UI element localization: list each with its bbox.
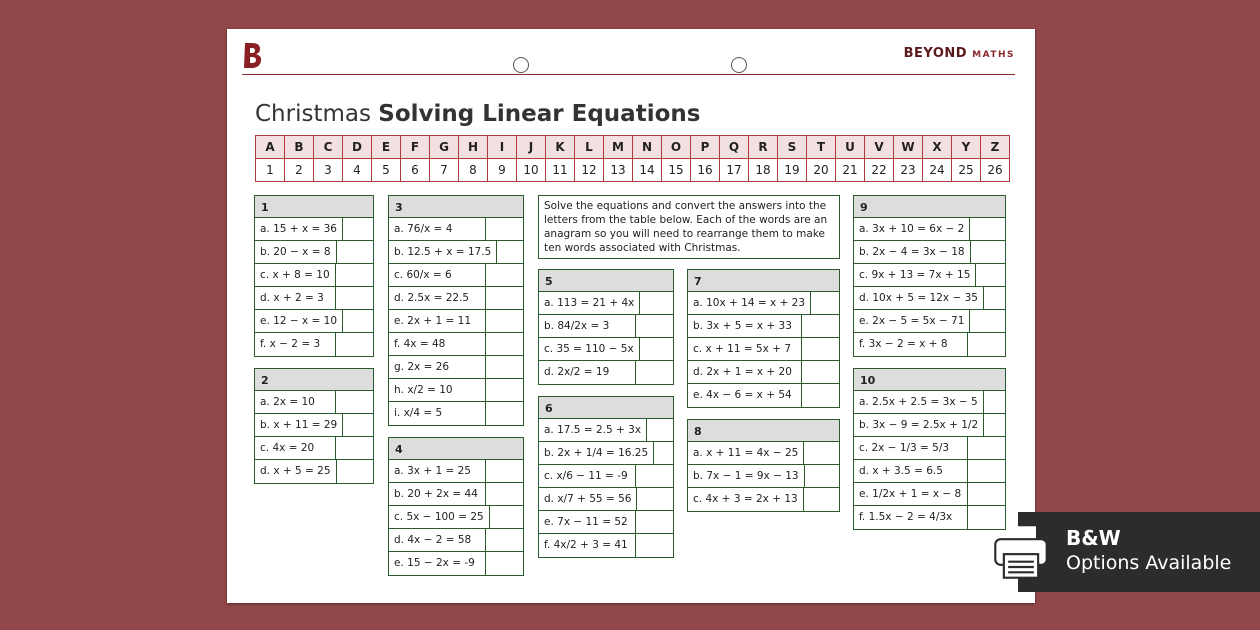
punch-hole (513, 57, 529, 73)
cipher-letter: L (575, 136, 604, 159)
equation-text: e. 2x + 1 = 11 (389, 310, 486, 332)
cipher-number: 13 (604, 159, 633, 182)
equation-text: a. 2x = 10 (255, 391, 336, 413)
question-block-title: 1 (255, 196, 373, 218)
equation-row (389, 356, 523, 379)
equation-text: d. 10x + 5 = 12x − 35 (854, 287, 984, 309)
answer-box[interactable] (486, 218, 523, 240)
equation-row (688, 384, 839, 407)
cipher-number: 14 (633, 159, 662, 182)
equation-row (255, 460, 373, 483)
answer-box[interactable] (336, 391, 373, 413)
cipher-letter: N (633, 136, 662, 159)
equation-row (255, 241, 373, 264)
equation-text: d. 2.5x = 22.5 (389, 287, 486, 309)
equation-row (688, 361, 839, 384)
cipher-number: 5 (372, 159, 401, 182)
equation-text: e. 4x − 6 = x + 54 (688, 384, 802, 407)
equation-text: e. 1/2x + 1 = x − 8 (854, 483, 968, 505)
equation-text: d. x + 2 = 3 (255, 287, 336, 309)
cipher-number: 17 (720, 159, 749, 182)
answer-box[interactable] (654, 442, 673, 464)
cipher-number: 9 (488, 159, 517, 182)
brand-name: BEYOND MATHS (903, 46, 1015, 61)
equation-text: d. 4x − 2 = 58 (389, 529, 486, 551)
cipher-number: 12 (575, 159, 604, 182)
equation-row (389, 379, 523, 402)
equation-row (539, 488, 673, 511)
cipher-number: 26 (981, 159, 1010, 182)
equation-row (854, 264, 1005, 287)
cipher-number: 18 (749, 159, 778, 182)
cipher-letter: G (430, 136, 459, 159)
equation-text: b. 3x + 5 = x + 33 (688, 315, 802, 337)
equation-text: c. 2x − 1/3 = 5/3 (854, 437, 968, 459)
question-block-title: 8 (688, 420, 839, 442)
answer-box[interactable] (804, 442, 839, 464)
answer-box[interactable] (968, 333, 1005, 356)
equation-text: b. 2x − 4 = 3x − 18 (854, 241, 971, 263)
answer-box[interactable] (486, 483, 523, 505)
question-block-title: 10 (854, 369, 1005, 391)
cipher-letter: V (865, 136, 894, 159)
answer-box[interactable] (637, 488, 673, 510)
cipher-letter: I (488, 136, 517, 159)
answer-box[interactable] (640, 292, 673, 314)
answer-box[interactable] (486, 333, 523, 355)
answer-box[interactable] (636, 465, 673, 487)
answer-box[interactable] (984, 391, 1005, 413)
equation-text: b. 7x − 1 = 9x − 13 (688, 465, 805, 487)
equation-text: e. 12 − x = 10 (255, 310, 343, 332)
equation-text: a. 17.5 = 2.5 + 3x (539, 419, 647, 441)
equation-text: b. 84/2x = 3 (539, 315, 636, 337)
question-block-title: 6 (539, 397, 673, 419)
equation-row (389, 310, 523, 333)
answer-box[interactable] (805, 465, 839, 487)
cipher-letter: D (343, 136, 372, 159)
equation-row (539, 361, 673, 384)
equation-row (688, 488, 839, 511)
equation-row (389, 287, 523, 310)
cipher-letter: E (372, 136, 401, 159)
equation-row (255, 333, 373, 356)
equation-text: f. 4x = 48 (389, 333, 486, 355)
equation-text: d. 2x/2 = 19 (539, 361, 636, 384)
answer-box[interactable] (984, 414, 1005, 436)
cipher-number: 20 (807, 159, 836, 182)
equation-row (389, 218, 523, 241)
equation-text: f. 4x/2 + 3 = 41 (539, 534, 636, 557)
equation-text: a. 15 + x = 36 (255, 218, 343, 240)
cipher-letter: R (749, 136, 778, 159)
answer-box[interactable] (636, 361, 673, 384)
equation-text: c. 4x = 20 (255, 437, 336, 459)
equation-row (539, 442, 673, 465)
cipher-letter: Y (952, 136, 981, 159)
cipher-number: 25 (952, 159, 981, 182)
question-block-title: 9 (854, 196, 1005, 218)
cipher-number: 1 (256, 159, 285, 182)
cipher-number: 8 (459, 159, 488, 182)
answer-box[interactable] (343, 218, 373, 240)
equation-text: e. 2x − 5 = 5x − 71 (854, 310, 970, 332)
equation-row (389, 460, 523, 483)
equation-row (854, 506, 1005, 529)
equation-text: d. x + 3.5 = 6.5 (854, 460, 968, 482)
equation-row (255, 287, 373, 310)
answer-box[interactable] (968, 437, 1005, 459)
equation-text: a. 76/x = 4 (389, 218, 486, 240)
equation-row (854, 310, 1005, 333)
cipher-number: 3 (314, 159, 343, 182)
equation-row (539, 465, 673, 488)
answer-box[interactable] (497, 241, 523, 263)
cipher-number: 10 (517, 159, 546, 182)
badge-subtitle: Options Available (1066, 552, 1232, 574)
equation-row (389, 529, 523, 552)
equation-row (255, 264, 373, 287)
punch-hole (731, 57, 747, 73)
cipher-letter: Z (981, 136, 1010, 159)
equation-text: a. 3x + 1 = 25 (389, 460, 486, 482)
equation-row (255, 437, 373, 460)
cipher-letter: M (604, 136, 633, 159)
question-block-4 (388, 437, 524, 576)
cipher-letter: C (314, 136, 343, 159)
answer-box[interactable] (486, 264, 523, 286)
question-block-8 (687, 419, 840, 512)
answer-box[interactable] (802, 384, 839, 407)
equation-row (854, 414, 1005, 437)
answer-box[interactable] (486, 460, 523, 482)
answer-box[interactable] (971, 241, 1005, 263)
equation-row (854, 483, 1005, 506)
question-block-title: 5 (539, 270, 673, 292)
answer-box[interactable] (486, 379, 523, 401)
equation-row (854, 437, 1005, 460)
question-block-1 (254, 195, 374, 357)
cipher-number: 11 (546, 159, 575, 182)
equation-text: b. 20 − x = 8 (255, 241, 337, 263)
equation-text: c. 4x + 3 = 2x + 13 (688, 488, 804, 511)
cipher-number: 15 (662, 159, 691, 182)
instructions: Solve the equations and convert the answers into the letters from the table below. Each of the words are an anagram so you will need to rearrange them to make ten words associated with Christmas. (538, 195, 840, 259)
equation-row (539, 419, 673, 442)
equation-text: a. 2.5x + 2.5 = 3x − 5 (854, 391, 984, 413)
answer-box[interactable] (968, 460, 1005, 482)
answer-box[interactable] (811, 292, 839, 314)
answer-box[interactable] (968, 483, 1005, 505)
answer-box[interactable] (486, 552, 523, 575)
question-block-title: 2 (255, 369, 373, 391)
cipher-letter: J (517, 136, 546, 159)
answer-box[interactable] (647, 419, 673, 441)
cipher-number: 19 (778, 159, 807, 182)
answer-box[interactable] (640, 338, 673, 360)
cipher-letter: K (546, 136, 575, 159)
equation-text: a. 3x + 10 = 6x − 2 (854, 218, 970, 240)
equation-row (539, 315, 673, 338)
answer-box[interactable] (804, 488, 839, 511)
question-block-title: 3 (389, 196, 523, 218)
equation-text: b. x + 11 = 29 (255, 414, 343, 436)
equation-text: b. 2x + 1/4 = 16.25 (539, 442, 654, 464)
equation-text: b. 12.5 + x = 17.5 (389, 241, 497, 263)
equation-text: i. x/4 = 5 (389, 402, 486, 425)
beyond-logo-icon (242, 41, 264, 69)
question-block-10 (853, 368, 1006, 530)
equation-row (389, 241, 523, 264)
equation-text: a. 10x + 14 = x + 23 (688, 292, 811, 314)
equation-row (854, 287, 1005, 310)
equation-row (539, 511, 673, 534)
cipher-letter: F (401, 136, 430, 159)
answer-box[interactable] (636, 511, 673, 533)
question-block-title: 7 (688, 270, 839, 292)
answer-box[interactable] (336, 437, 373, 459)
answer-box[interactable] (636, 315, 673, 337)
equation-row (255, 414, 373, 437)
question-block-3 (388, 195, 524, 426)
equation-row (389, 483, 523, 506)
equation-text: g. 2x = 26 (389, 356, 486, 378)
cipher-number: 23 (894, 159, 923, 182)
bw-options-badge[interactable] (1018, 512, 1260, 592)
equation-text: b. 20 + 2x = 44 (389, 483, 486, 505)
page-title: Christmas Solving Linear Equations (255, 101, 701, 127)
equation-row (389, 264, 523, 287)
cipher-number: 2 (285, 159, 314, 182)
equation-row (389, 552, 523, 575)
worksheet (227, 29, 1035, 603)
cipher-letter: A (256, 136, 285, 159)
answer-box[interactable] (486, 529, 523, 551)
equation-text: c. x + 8 = 10 (255, 264, 336, 286)
equation-row (539, 292, 673, 315)
cipher-number: 21 (836, 159, 865, 182)
equation-text: a. 113 = 21 + 4x (539, 292, 640, 314)
answer-box[interactable] (802, 338, 839, 360)
cipher-letter: H (459, 136, 488, 159)
equation-row (854, 333, 1005, 356)
question-block-9 (853, 195, 1006, 357)
answer-box[interactable] (486, 287, 523, 309)
badge-title: B&W (1066, 526, 1121, 550)
answer-box[interactable] (970, 310, 1005, 332)
equation-text: d. x/7 + 55 = 56 (539, 488, 637, 510)
equation-row (255, 310, 373, 333)
cipher-letter: O (662, 136, 691, 159)
answer-box[interactable] (336, 264, 373, 286)
answer-box[interactable] (802, 315, 839, 337)
equation-text: c. 35 = 110 − 5x (539, 338, 640, 360)
equation-row (255, 218, 373, 241)
equation-row (688, 292, 839, 315)
equation-text: d. x + 5 = 25 (255, 460, 337, 483)
answer-box[interactable] (343, 414, 373, 436)
answer-box[interactable] (343, 310, 373, 332)
question-block-5 (538, 269, 674, 385)
answer-box[interactable] (486, 356, 523, 378)
cipher-number: 4 (343, 159, 372, 182)
answer-box[interactable] (490, 506, 523, 528)
question-block-6 (538, 396, 674, 558)
equation-row (688, 442, 839, 465)
equation-row (688, 465, 839, 488)
equation-row (389, 333, 523, 356)
cipher-number: 6 (401, 159, 430, 182)
equation-text: a. x + 11 = 4x − 25 (688, 442, 804, 464)
equation-text: f. 3x − 2 = x + 8 (854, 333, 968, 356)
equation-text: c. x + 11 = 5x + 7 (688, 338, 802, 360)
question-block-2 (254, 368, 374, 484)
cipher-letter: P (691, 136, 720, 159)
equation-text: f. x − 2 = 3 (255, 333, 336, 356)
answer-box[interactable] (636, 534, 673, 557)
equation-row (854, 391, 1005, 414)
answer-box[interactable] (976, 264, 1005, 286)
equation-text: d. 2x + 1 = x + 20 (688, 361, 802, 383)
equation-text: e. 7x − 11 = 52 (539, 511, 636, 533)
answer-box[interactable] (337, 241, 373, 263)
cipher-number: 7 (430, 159, 459, 182)
header-rule (242, 74, 1015, 75)
equation-text: c. 5x − 100 = 25 (389, 506, 490, 528)
answer-box[interactable] (486, 310, 523, 332)
equation-row (854, 218, 1005, 241)
equation-row (539, 534, 673, 557)
answer-box[interactable] (984, 287, 1005, 309)
cipher-letter: B (285, 136, 314, 159)
equation-row (389, 402, 523, 425)
answer-box[interactable] (336, 287, 373, 309)
cipher-letter: Q (720, 136, 749, 159)
equation-row (539, 338, 673, 361)
equation-row (688, 315, 839, 338)
equation-text: e. 15 − 2x = -9 (389, 552, 486, 575)
equation-row (389, 506, 523, 529)
equation-text: c. x/6 − 11 = -9 (539, 465, 636, 487)
answer-box[interactable] (486, 402, 523, 425)
cipher-number: 22 (865, 159, 894, 182)
equation-text: c. 9x + 13 = 7x + 15 (854, 264, 976, 286)
equation-text: c. 60/x = 6 (389, 264, 486, 286)
equation-row (854, 460, 1005, 483)
cipher-number: 16 (691, 159, 720, 182)
equation-row (688, 338, 839, 361)
question-block-title: 4 (389, 438, 523, 460)
question-block-7 (687, 269, 840, 408)
equation-row (854, 241, 1005, 264)
equation-text: f. 1.5x − 2 = 4/3x (854, 506, 968, 529)
cipher-letter: U (836, 136, 865, 159)
equation-text: h. x/2 = 10 (389, 379, 486, 401)
cipher-number: 24 (923, 159, 952, 182)
printer-icon (986, 522, 1056, 582)
answer-box[interactable] (337, 460, 373, 483)
cipher-letter: W (894, 136, 923, 159)
answer-box[interactable] (336, 333, 373, 356)
equation-row (255, 391, 373, 414)
cipher-table (255, 135, 1010, 182)
answer-box[interactable] (802, 361, 839, 383)
cipher-letter: X (923, 136, 952, 159)
cipher-letter: T (807, 136, 836, 159)
cipher-letter: S (778, 136, 807, 159)
answer-box[interactable] (970, 218, 1005, 240)
equation-text: b. 3x − 9 = 2.5x + 1/2 (854, 414, 984, 436)
